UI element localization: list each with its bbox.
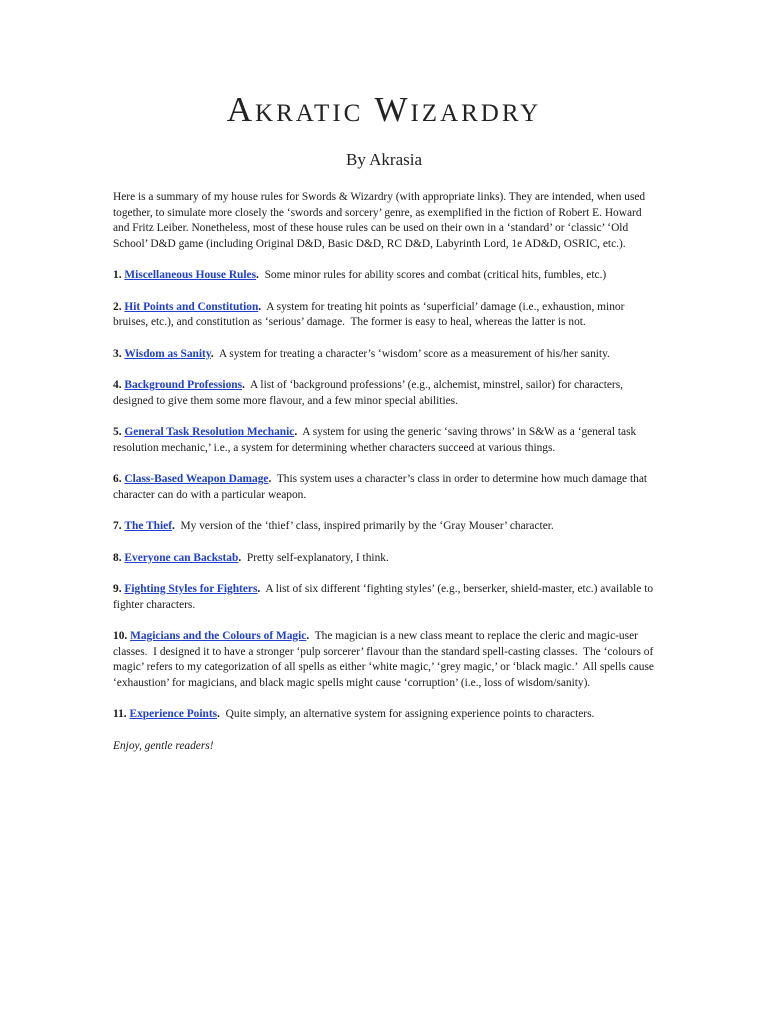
list-item bbox=[113, 347, 658, 363]
item-description: A system for using the generic ‘saving throws’ in S&W as a ‘general task resolution mechanic,’ i.e., a system for determining whether characters succeed at various things. bbox=[113, 426, 640, 454]
rule-link[interactable]: Miscellaneous House Rules bbox=[124, 269, 257, 281]
rule-link[interactable]: Magicians and the Colours of Magic bbox=[130, 630, 307, 642]
list-item bbox=[113, 582, 658, 613]
item-number: 4. bbox=[113, 379, 122, 391]
item-number: 3. bbox=[113, 347, 122, 360]
item-description: This system uses a character’s class in order to determine how much damage that character can do with a particular weapon. bbox=[113, 473, 650, 501]
rule-link[interactable]: Experience Points bbox=[129, 708, 218, 720]
item-description: Quite simply, an alternative system for assigning experience points to characters. bbox=[219, 708, 595, 720]
closing-line: Enjoy, gentle readers! bbox=[113, 739, 214, 752]
link-period: . bbox=[210, 347, 214, 360]
list-item bbox=[113, 551, 658, 567]
rule-link[interactable]: Hit Points and Constitution bbox=[124, 300, 259, 313]
link-period: . bbox=[256, 269, 259, 281]
item-description: My version of the ‘thief’ class, inspired primarily by the ‘Gray Mouser’ character. bbox=[174, 520, 554, 532]
author-byline: By Akrasia bbox=[345, 150, 423, 169]
link-period: . bbox=[242, 379, 245, 391]
list-item bbox=[113, 472, 658, 503]
item-number: 9. bbox=[113, 583, 122, 595]
item-description: The magician is a new class meant to replace the cleric and magic-user classes. I designed it to have a stronger ‘pulp sorcerer’ flavour than the standard spell-casting classes. The ‘colours of magic’ refers to my categorization of all spells as either ‘white magic,’ ‘grey magic,’ or ‘black magic.’ All spells cause ‘exhaustion’ for magicians, and black magic spells might cause ‘corruption’ (i.e., loss of wisdom/sanity). bbox=[113, 630, 657, 689]
item-number: 10. bbox=[113, 630, 128, 642]
item-description: Pretty self-explanatory, I think. bbox=[241, 551, 389, 564]
rule-link[interactable]: Wisdom as Sanity bbox=[124, 347, 211, 360]
page-title: Akratic Wizardry bbox=[226, 90, 542, 129]
link-period: . bbox=[258, 300, 262, 313]
link-period: . bbox=[306, 630, 310, 642]
item-description: Some minor rules for ability scores and combat (critical hits, fumbles, etc.) bbox=[258, 269, 607, 281]
item-number: 7. bbox=[113, 520, 122, 532]
item-number: 5. bbox=[113, 426, 122, 438]
list-item bbox=[113, 629, 658, 691]
item-number: 11. bbox=[113, 708, 127, 720]
rule-link[interactable]: The Thief bbox=[124, 520, 172, 532]
list-item bbox=[113, 268, 658, 284]
item-description: A list of six different ‘fighting styles’ (e.g., berserker, shield-master, etc.) available to fighter characters. bbox=[113, 583, 656, 611]
link-period: . bbox=[171, 520, 175, 532]
rule-link[interactable]: Fighting Styles for Fighters bbox=[124, 583, 258, 595]
list-item bbox=[113, 519, 658, 535]
item-description: A system for treating a character’s ‘wisdom’ score as a measurement of his/her sanity. bbox=[213, 347, 610, 360]
house-rules-list bbox=[113, 268, 658, 723]
link-period: . bbox=[294, 426, 298, 438]
item-number: 8. bbox=[113, 551, 122, 564]
item-description: A list of ‘background professions’ (e.g., alchemist, minstrel, sailor) for characters, designed to give them some more flavour, and a few minor special abilities. bbox=[113, 379, 626, 407]
link-period: . bbox=[238, 551, 242, 564]
list-item bbox=[113, 425, 658, 456]
list-item bbox=[113, 707, 658, 723]
intro-paragraph: Here is a summary of my house rules for Swords & Wizardry (with appropriate links). They are intended, when used together, to simulate more closely the ‘swords and sorcery’ genre, as exemplified in the fiction of Robert E. Howard and Fritz Leiber. Nonetheless, most of these house rules can be used on their own in a ‘standard’ or ‘classic’ ‘Old School’ D&D game (including Original D&D, Basic D&D, RC D&D, Labyrinth Lord, 1e AD&D, OSRIC, etc.). bbox=[113, 191, 646, 250]
rule-link[interactable]: Class-Based Weapon Damage bbox=[124, 473, 269, 485]
rule-link[interactable]: Everyone can Backstab bbox=[124, 551, 239, 564]
link-period: . bbox=[257, 583, 261, 595]
item-number: 6. bbox=[113, 473, 122, 485]
rule-link[interactable]: General Task Resolution Mechanic bbox=[124, 426, 295, 438]
item-description: A system for treating hit points as ‘superficial’ damage (i.e., exhaustion, minor bruises, etc.), and constitution as ‘serious’ damage. The former is easy to heal, whereas the latter is not. bbox=[113, 300, 628, 328]
link-period: . bbox=[217, 708, 220, 720]
list-item bbox=[113, 378, 658, 409]
item-number: 1. bbox=[113, 269, 122, 281]
rule-link[interactable]: Background Professions bbox=[124, 379, 243, 391]
item-number: 2. bbox=[113, 300, 122, 313]
document-body bbox=[113, 190, 658, 754]
list-item bbox=[113, 300, 658, 331]
link-period: . bbox=[268, 473, 272, 485]
